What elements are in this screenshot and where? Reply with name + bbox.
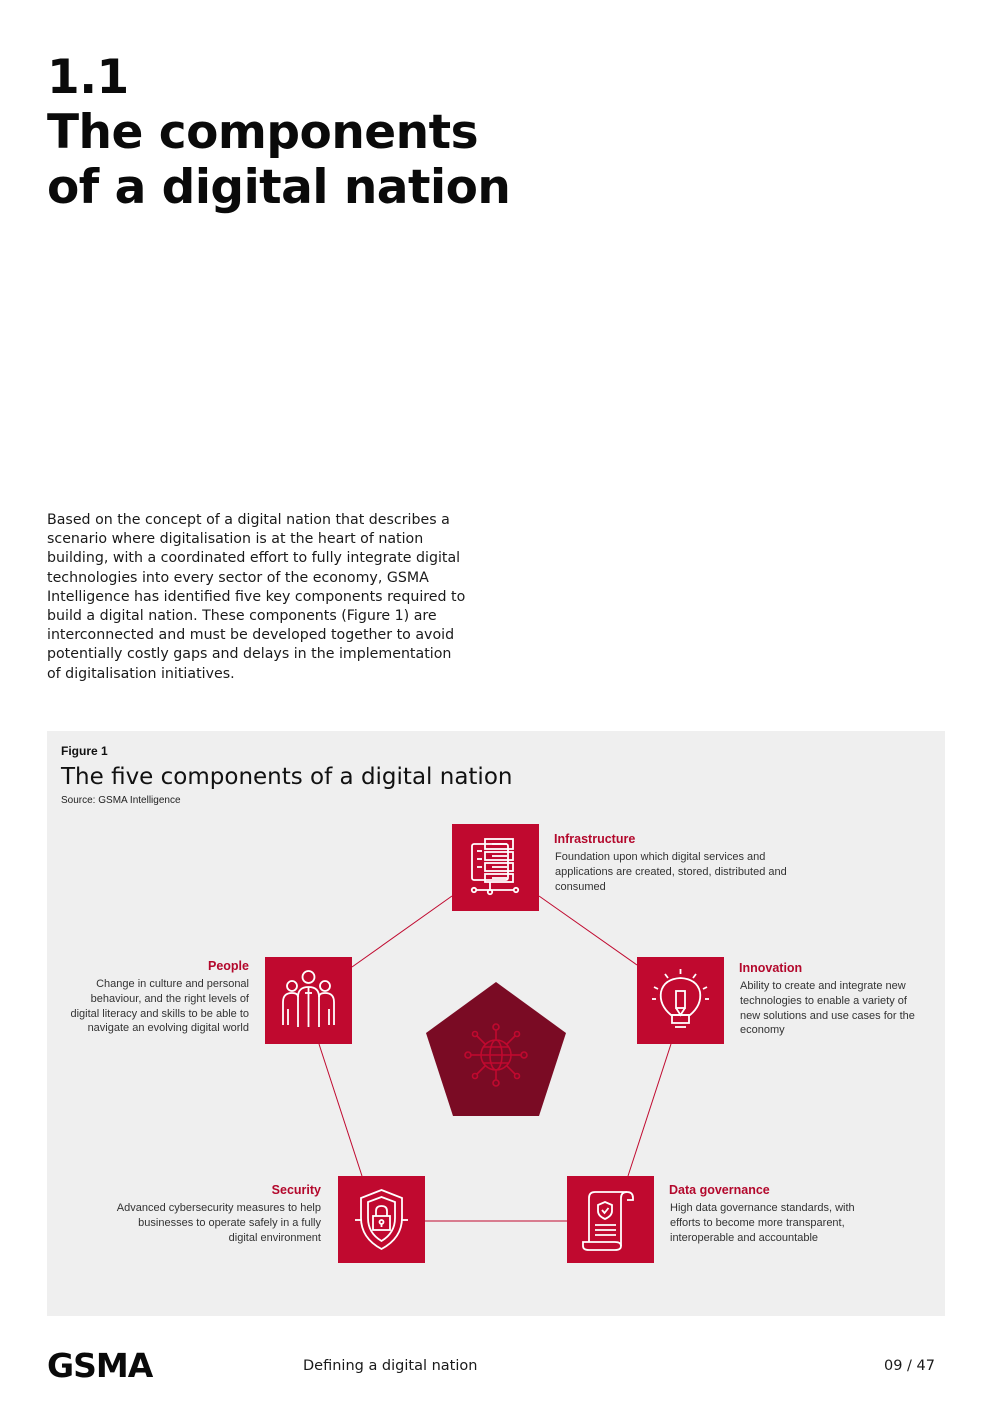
section-number: 1.1: [47, 50, 129, 105]
infrastructure-icon-box: [452, 824, 539, 911]
figure-title: The five components of a digital nation: [61, 764, 513, 790]
heading-line-2: of a digital nation: [47, 160, 511, 215]
data-governance-description: High data governance standards, with efforts to become more transparent, interoperable and accountable: [670, 1202, 855, 1244]
innovation-title: Innovation: [739, 961, 803, 975]
shield-lock-icon: [338, 1176, 425, 1263]
data-governance-icon-box: [567, 1176, 654, 1263]
security-description: Advanced cybersecurity measures to help businesses to operate safely in a fully digital environment: [116, 1202, 321, 1244]
security-icon-box: [338, 1176, 425, 1263]
people-icon-box: [265, 957, 352, 1044]
infrastructure-title: Infrastructure: [554, 832, 636, 846]
people-group-icon: [265, 957, 352, 1044]
figure-panel: [47, 731, 945, 1316]
server-icon: [452, 824, 539, 911]
page-number: 09 / 47: [884, 1358, 936, 1374]
intro-paragraph: Based on the concept of a digital nation that describes a scenario where digitalisation is at the heart of nation building, with a coordinated effort to fully integrate digital technologies into every sector of the economy, GSMA Intelligence has identified five key components required to build a digital nation. These components (Figure 1) are interconnected and must be developed together to avoid potentially costly gaps and delays in the implementation of digitalisation initiatives.: [47, 512, 466, 682]
line-infrastructure-people: [352, 896, 452, 967]
gsma-logo: GSMA: [47, 1346, 153, 1385]
people-description: Change in culture and personal behaviour, and the right levels of digital literacy and skills to be able to navigate an evolving digital world: [70, 978, 249, 1035]
line-innovation-datagovernance: [628, 1044, 671, 1176]
line-infrastructure-innovation: [539, 896, 637, 965]
line-people-security: [319, 1044, 362, 1176]
figure-label: Figure 1: [61, 744, 108, 758]
data-governance-title: Data governance: [669, 1183, 770, 1197]
page-heading: [47, 50, 510, 215]
heading-line-1: The components: [47, 105, 479, 160]
figure-source: Source: GSMA Intelligence: [61, 795, 181, 806]
infrastructure-description: Foundation upon which digital services and applications are created, stored, distributed and consumed: [555, 851, 787, 893]
innovation-icon-box: [637, 957, 724, 1044]
document-shield-icon: [567, 1176, 654, 1263]
footer-document-title: Defining a digital nation: [303, 1358, 478, 1374]
center-pentagon: [426, 982, 566, 1116]
security-title: Security: [271, 1183, 321, 1197]
innovation-description: Ability to create and integrate new technologies to enable a variety of new solutions and use cases for the economy: [740, 980, 915, 1037]
lightbulb-pencil-icon: [637, 957, 724, 1044]
people-title: People: [208, 959, 249, 973]
